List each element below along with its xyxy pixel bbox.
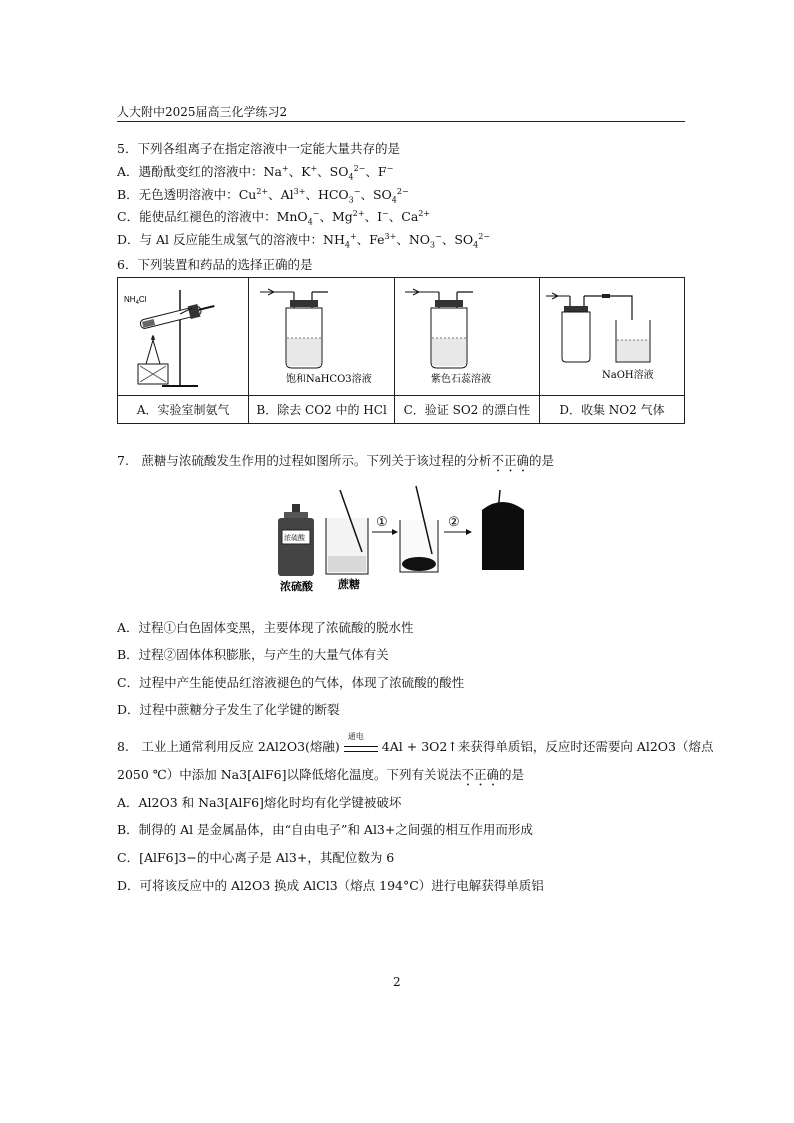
q7-stem-pre: 7. 蔗糖与浓硫酸发生作用的过程如图所示。下列关于该过程的分析 [117, 453, 492, 468]
q7-option-d: D．过程中蔗糖分子发生了化学键的断裂 [117, 702, 340, 717]
q6-cell-b [249, 278, 394, 396]
fig-label-sugar: 蔗糖 [338, 578, 360, 591]
q5-option-b: B．无色透明溶液中：$Cu^{2+}$、$Al^{3+}$、$HCO_3^-$、$SO_4^{2-}$ [117, 186, 409, 205]
q8-line2-post: 的是 [499, 767, 525, 782]
header-rule [117, 121, 685, 122]
q5-option-d: D．与 Al 反应能生成氢气的溶液中：$NH_4^+$、$Fe^{3+}$、$NO_3^-$、$SO_4^{2-}$ [117, 231, 491, 250]
ammonia-apparatus-figure [118, 278, 248, 392]
q6-caption-d: D．收集 NO2 气体 [540, 396, 685, 424]
q8-condition: 通电 [347, 731, 364, 741]
q8-line2-pre: 2050 ℃）中添加 Na3[AlF6]以降低熔化温度。下列有关说法 [117, 767, 462, 782]
q6-caption-c: C．验证 SO2 的漂白性 [394, 396, 539, 424]
no2-collection-figure [540, 278, 684, 392]
q8-stem-emphasis: 不正确 [461, 767, 500, 782]
q8-option-a: A．Al2O3 和 Na3[AlF6]熔化时均有化学键被破坏 [117, 795, 402, 810]
q8-option-d: D．可将该反应中的 Al2O3 换成 AlCl3（熔点 194°C）进行电解获得单质铝 [117, 878, 544, 893]
q8-stem-line2 [117, 765, 524, 789]
q7-option-a: A．过程①白色固体变黑，主要体现了浓硫酸的脱水性 [117, 620, 414, 635]
q7-stem-post: 的是 [528, 453, 554, 468]
label-naoh: NaOH溶液 [602, 370, 654, 381]
q5-option-c: C．能使品红褪色的溶液中：MnO$_4$−、$Mg^{2+}$、I−、$Ca^{2+}$ [117, 208, 431, 227]
label-nahco3: 饱和NaHCO3溶液 [285, 374, 372, 385]
electrolysis-arrow [344, 731, 378, 756]
q6-cell-d [540, 278, 685, 396]
q5-d-prefix: D．与 Al 反应能生成氢气的溶液中： [117, 232, 323, 247]
q8-stem-mid: 4Al + 3O2↑来获得单质铝，反应时还需要向 Al2O3（熔点 [381, 739, 714, 754]
sugar-acid-figure [272, 482, 532, 594]
q5-a-prefix: A．遇酚酞变红的溶液中： [117, 164, 264, 179]
q6-apparatus-table [117, 277, 685, 424]
fig-step-2: ② [448, 515, 460, 530]
page-number: 2 [393, 975, 401, 989]
q7-option-b: B．过程②固体体积膨胀，与产生的大量气体有关 [117, 647, 389, 662]
q6-cell-a [118, 278, 249, 396]
q5-b-prefix: B．无色透明溶液中： [117, 187, 239, 202]
q6-caption-b: B．除去 CO2 中的 HCl [249, 396, 394, 424]
q5-option-a: A．遇酚酞变红的溶液中：Na+、K+、$SO_4^{2-}$、F− [117, 163, 394, 182]
q5-c-prefix: C．能使品红褪色的溶液中： [117, 209, 277, 224]
q8-stem-pre: 8. 工业上通常利用反应 2Al2O3(熔融) [117, 739, 340, 754]
q8-option-b: B．制得的 Al 是金属晶体，由“自由电子”和 Al3+之间强的相互作用而形成 [117, 822, 533, 837]
fig-step-1: ① [376, 515, 388, 530]
q8-stem-line1 [117, 731, 714, 756]
fig-bottle-label: 浓硫酸 [284, 534, 305, 542]
sugar-acid-process-svg [272, 482, 532, 594]
q7-stem [117, 451, 554, 475]
q7-stem-emphasis: 不正确 [491, 453, 529, 468]
fig-label-acid: 浓硫酸 [280, 580, 313, 593]
nahco3-wash-bottle-figure [250, 278, 394, 392]
label-nh4cl: $NH_4Cl$ [124, 295, 147, 306]
label-litmus: 紫色石蕊溶液 [430, 374, 491, 385]
q7-option-c: C．过程中产生能使品红溶液褪色的气体，体现了浓硫酸的酸性 [117, 675, 465, 690]
q5-stem: 5．下列各组离子在指定溶液中一定能大量共存的是 [117, 141, 400, 156]
q8-option-c: C．[AlF6]3−的中心离子是 Al3+，其配位数为 6 [117, 850, 395, 865]
litmus-bottle-figure [395, 278, 539, 392]
q6-cell-c [394, 278, 539, 396]
page-header: 人大附中2025届高三化学练习2 [117, 105, 288, 119]
q6-stem: 6．下列装置和药品的选择正确的是 [117, 257, 313, 272]
q6-caption-a: A．实验室制氨气 [118, 396, 249, 424]
